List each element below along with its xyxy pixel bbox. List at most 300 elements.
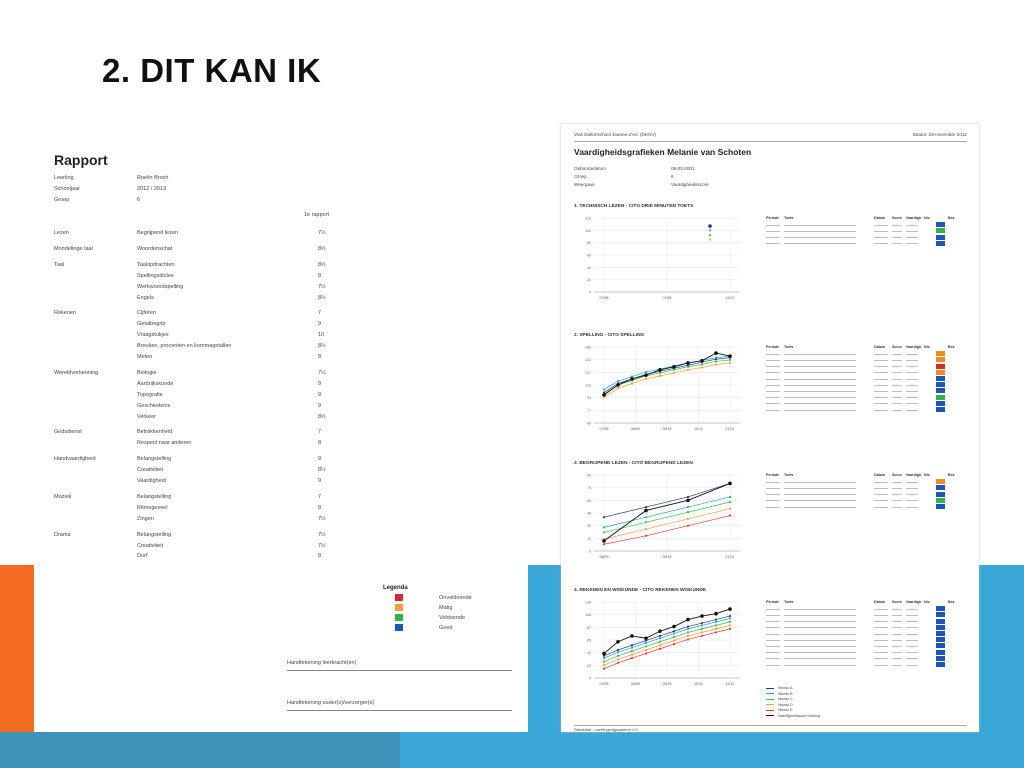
item-name: Topografie — [137, 391, 163, 398]
rapport-title: Rapport — [54, 152, 108, 168]
data-point — [645, 645, 647, 647]
table-cell — [766, 627, 780, 628]
data-point — [700, 359, 704, 363]
data-point — [728, 607, 732, 611]
table-cell — [892, 360, 902, 361]
subject-name: Rekenen — [54, 310, 77, 317]
table-cell — [784, 231, 856, 232]
data-point — [728, 354, 732, 358]
item-name: Spellingsdictee — [137, 272, 174, 279]
table-cell — [766, 372, 780, 373]
table-cell — [874, 379, 888, 380]
table-cell — [892, 646, 902, 647]
data-point — [617, 387, 619, 389]
level-badge — [936, 662, 945, 667]
legend-label: Onvoldoende — [439, 595, 472, 601]
table-cell — [784, 488, 856, 489]
results-table — [766, 216, 961, 247]
y-tick-label: 30 — [587, 524, 591, 529]
data-point — [603, 388, 605, 390]
y-tick-label: 60 — [587, 421, 591, 426]
data-point — [645, 516, 647, 518]
item-name: Belangstelling — [137, 531, 172, 538]
table-cell — [874, 665, 888, 666]
table-row — [766, 619, 961, 625]
table-row — [766, 606, 961, 612]
table-cell — [906, 385, 918, 386]
signature-line — [287, 670, 512, 671]
table-cell — [874, 231, 888, 232]
item-name: Biologie — [137, 369, 157, 376]
table-cell — [874, 627, 888, 628]
table-cell — [784, 403, 856, 404]
table-cell — [892, 391, 902, 392]
table-cell — [906, 237, 918, 238]
y-tick-label: 15 — [587, 536, 591, 541]
data-point — [645, 528, 647, 530]
table-cell — [874, 652, 888, 653]
signature-line — [287, 710, 512, 711]
data-point — [645, 649, 647, 651]
item-grade: 7 — [318, 310, 322, 317]
data-point — [659, 648, 661, 650]
y-tick-label: 160 — [585, 345, 591, 350]
y-tick-label: 93 — [587, 396, 591, 401]
data-point — [715, 621, 717, 623]
meta-label: Schooljaar — [54, 186, 80, 192]
data-point — [715, 624, 717, 626]
table-cell — [906, 243, 918, 244]
data-point — [617, 649, 619, 651]
legend-swatch — [766, 704, 774, 705]
vaardigheidsgrafieken-document — [561, 124, 979, 732]
item-name: Ritmegevoel — [137, 504, 168, 511]
table-cell — [874, 237, 888, 238]
data-point — [701, 631, 703, 633]
footer-line — [574, 725, 967, 726]
table-cell — [784, 385, 856, 386]
table-cell — [784, 494, 856, 495]
table-cell — [766, 640, 780, 641]
item-name: Engels — [137, 294, 154, 301]
item-name: Durf — [137, 553, 148, 560]
table-cell — [784, 658, 856, 659]
table-header-cell: Score — [892, 600, 902, 604]
data-point — [687, 525, 689, 527]
subject-name: Handvaardigheid — [54, 456, 96, 463]
results-table — [766, 345, 961, 413]
data-point — [603, 516, 605, 518]
table-cell — [892, 372, 902, 373]
legend-swatch — [766, 699, 774, 700]
table-header-cell: Bez. — [948, 345, 956, 349]
table-cell — [766, 646, 780, 647]
data-point — [715, 628, 717, 630]
item-name: Taalopdrachten — [137, 261, 175, 268]
item-grade: 7½ — [318, 369, 326, 376]
level-badge — [936, 395, 945, 400]
y-tick-label: 0 — [589, 290, 591, 295]
data-point — [701, 628, 703, 630]
data-point — [659, 635, 661, 637]
table-cell — [874, 609, 888, 610]
level-badge — [936, 656, 945, 661]
item-name: Verkeer — [137, 413, 156, 420]
table-cell — [784, 500, 856, 501]
level-badge — [936, 485, 945, 490]
table-row — [766, 235, 961, 241]
data-point — [709, 234, 711, 236]
y-tick-label: 0 — [589, 676, 591, 681]
data-point — [617, 658, 619, 660]
legend-swatch — [395, 624, 403, 631]
data-point — [659, 644, 661, 646]
table-cell — [892, 243, 902, 244]
table-header-cell: Vaardigh. — [906, 216, 923, 220]
item-name: Belangstelling — [137, 456, 172, 463]
table-cell — [874, 410, 888, 411]
data-point — [700, 614, 704, 618]
table-row — [766, 357, 961, 363]
table-cell — [906, 397, 918, 398]
document-date: Datum: 29 november 2012 — [912, 132, 967, 137]
x-tick-label: 07/08 — [599, 682, 609, 686]
legend-label: Voldoende — [439, 615, 465, 621]
y-tick-label: 75 — [587, 486, 591, 491]
table-cell — [784, 665, 856, 666]
data-point — [673, 372, 675, 374]
item-grade: 9 — [318, 402, 322, 409]
subject-name: Muziek — [54, 493, 72, 500]
table-cell — [766, 621, 780, 622]
legend-label: Goed — [439, 625, 453, 631]
item-grade: 8 — [318, 504, 322, 511]
table-cell — [892, 397, 902, 398]
table-cell — [874, 615, 888, 616]
chart-4 — [574, 598, 744, 698]
table-header-cell: Niv. — [924, 345, 931, 349]
item-name: Vaardigheid — [137, 478, 166, 484]
table-cell — [906, 482, 918, 483]
item-grade: 8 — [318, 553, 322, 560]
x-tick-label: 07/08 — [662, 296, 672, 300]
results-table — [766, 473, 961, 510]
data-point — [673, 636, 675, 638]
table-row — [766, 656, 961, 662]
table-row — [766, 376, 961, 382]
data-point — [729, 615, 731, 617]
table-cell — [766, 410, 780, 411]
y-tick-label: 100 — [585, 228, 591, 233]
level-badge — [936, 492, 945, 497]
data-point — [616, 383, 620, 387]
data-point — [630, 377, 634, 381]
table-cell — [874, 372, 888, 373]
table-cell — [892, 621, 902, 622]
table-cell — [906, 403, 918, 404]
data-point — [617, 380, 619, 382]
table-header-cell: Periode — [766, 345, 780, 349]
legend-label: Matig — [439, 605, 453, 611]
level-badge — [936, 612, 945, 617]
table-row — [766, 222, 961, 228]
subject-name: Taal — [54, 261, 65, 268]
level-badge — [936, 625, 945, 630]
item-grade: 7 — [318, 429, 322, 436]
item-grade: 9 — [318, 478, 322, 484]
level-badge — [936, 401, 945, 406]
subject-name: Godsdienst — [54, 429, 82, 436]
table-cell — [906, 488, 918, 489]
table-cell — [906, 615, 918, 616]
table-cell — [906, 627, 918, 628]
data-point — [701, 624, 703, 626]
table-cell — [906, 609, 918, 610]
data-point — [709, 229, 711, 231]
table-cell — [766, 403, 780, 404]
data-point — [645, 642, 647, 644]
item-grade: 8 — [318, 440, 322, 447]
data-point — [729, 617, 731, 619]
table-row — [766, 395, 961, 401]
orange-accent-bar — [0, 565, 34, 745]
x-tick-label: 08/09 — [599, 555, 609, 559]
data-point — [729, 501, 731, 503]
table-cell — [784, 615, 856, 616]
data-point — [658, 629, 662, 633]
table-cell — [766, 225, 780, 226]
table-cell — [784, 621, 856, 622]
x-tick-label: 08/09 — [631, 682, 640, 686]
table-cell — [784, 482, 856, 483]
item-grade: 8½ — [318, 343, 326, 350]
item-name: Respect naar anderen — [137, 440, 192, 447]
legend-swatch — [766, 688, 774, 689]
table-header-cell: Datum — [874, 345, 886, 349]
item-grade: 7½ — [318, 515, 326, 522]
table-cell — [874, 360, 888, 361]
table-cell — [766, 482, 780, 483]
section-title: 2. SPELLING - CITO SPELLING — [574, 333, 645, 338]
data-point — [729, 362, 731, 364]
table-cell — [892, 403, 902, 404]
level-badge — [936, 370, 945, 375]
table-header-cell: Vaardigh. — [906, 600, 923, 604]
item-name: Zingen — [137, 515, 154, 522]
data-point — [729, 621, 731, 623]
data-point — [686, 361, 690, 365]
table-cell — [874, 658, 888, 659]
level-badge — [936, 631, 945, 636]
table-cell — [906, 354, 918, 355]
table-cell — [874, 494, 888, 495]
level-badge — [936, 498, 945, 503]
data-point — [729, 628, 731, 630]
table-cell — [766, 379, 780, 380]
data-point — [603, 531, 605, 533]
legend-swatch — [395, 604, 403, 611]
data-point — [673, 369, 675, 371]
level-badge — [936, 637, 945, 642]
y-tick-label: 22 — [587, 663, 591, 668]
table-cell — [892, 652, 902, 653]
table-row — [766, 364, 961, 370]
document-title: Vaardigheidsgrafieken Melanie van Schoten — [574, 147, 752, 157]
bottom-band-right — [400, 732, 1024, 768]
data-point — [687, 369, 689, 371]
y-tick-label: 90 — [587, 473, 591, 478]
table-cell — [892, 354, 902, 355]
level-badge — [936, 388, 945, 393]
y-tick-label: 143 — [585, 358, 591, 363]
meta-label: Geboortedatum — [574, 166, 606, 171]
x-tick-label: 11/12 — [725, 427, 735, 431]
table-header-cell: Toets — [784, 600, 794, 604]
item-name: Betrokkenheid — [137, 429, 173, 436]
table-cell — [874, 354, 888, 355]
item-name: Creativiteit — [137, 467, 163, 474]
data-point — [602, 652, 606, 656]
item-grade: 7½ — [318, 283, 326, 290]
table-cell — [892, 379, 902, 380]
table-cell — [892, 658, 902, 659]
y-tick-label: 45 — [587, 511, 591, 516]
table-cell — [892, 640, 902, 641]
data-point — [687, 625, 689, 627]
signature-label: Handtekening leerkracht(en) — [287, 660, 357, 666]
data-point — [715, 618, 717, 620]
data-point — [645, 652, 647, 654]
school-name: Vlas Daltonschool Jeanne d'Arc (DKOV) — [574, 132, 657, 137]
table-cell — [784, 646, 856, 647]
level-badge — [936, 619, 945, 624]
rapport-document — [34, 130, 528, 732]
data-point — [715, 360, 717, 362]
legend-swatch — [766, 710, 774, 711]
table-cell — [784, 609, 856, 610]
data-point — [645, 506, 647, 508]
table-cell — [784, 366, 856, 367]
table-row — [766, 492, 961, 498]
table-cell — [766, 385, 780, 386]
data-point — [659, 372, 661, 374]
table-header-row — [766, 600, 961, 606]
item-name: Belangstelling — [137, 493, 172, 500]
table-cell — [906, 665, 918, 666]
meta-value: 6 — [671, 174, 674, 179]
meta-label: Groep — [574, 174, 587, 179]
data-point — [631, 657, 633, 659]
table-cell — [906, 500, 918, 501]
legend-label: Niveau D — [778, 702, 793, 707]
table-header-cell: Periode — [766, 216, 780, 220]
item-name: Werkwoordspelling — [137, 283, 184, 290]
table-cell — [892, 237, 902, 238]
meta-value: Vaardigheidsscore — [671, 182, 709, 187]
table-cell — [906, 494, 918, 495]
table-cell — [766, 652, 780, 653]
table-cell — [784, 410, 856, 411]
data-point — [673, 639, 675, 641]
data-point — [687, 511, 689, 513]
table-header-cell: Toets — [784, 216, 794, 220]
item-grade: 7½ — [318, 531, 326, 538]
table-cell — [766, 366, 780, 367]
item-name: Aardrijkskunde — [137, 380, 174, 387]
legend-label: Niveau E — [778, 708, 793, 712]
table-row — [766, 370, 961, 376]
data-point — [673, 643, 675, 645]
level-badge — [936, 376, 945, 381]
table-cell — [892, 225, 902, 226]
y-tick-label: 20 — [587, 278, 591, 283]
data-point — [729, 514, 731, 516]
table-cell — [874, 634, 888, 635]
table-cell — [906, 372, 918, 373]
data-point — [644, 509, 648, 513]
legend-label: Vaardigheidsscore leerling — [778, 713, 821, 718]
chart-1 — [574, 214, 744, 312]
y-tick-label: 40 — [587, 265, 591, 270]
table-cell — [906, 621, 918, 622]
table-header-cell: Datum — [874, 473, 886, 477]
data-point — [659, 637, 661, 639]
item-grade: 9 — [318, 380, 322, 387]
legend-swatch — [395, 614, 403, 621]
level-badge — [936, 228, 945, 233]
table-cell — [874, 366, 888, 367]
table-cell — [906, 360, 918, 361]
item-grade: 9 — [318, 321, 322, 328]
table-row — [766, 612, 961, 618]
data-point — [659, 641, 661, 643]
x-tick-label: 07/08 — [599, 427, 609, 431]
y-tick-label: 60 — [587, 498, 591, 503]
y-tick-label: 130 — [585, 600, 591, 605]
table-row — [766, 479, 961, 485]
table-header-cell: Score — [892, 473, 902, 477]
table-row — [766, 382, 961, 388]
table-cell — [906, 410, 918, 411]
y-tick-label: 65 — [587, 638, 591, 643]
table-cell — [892, 385, 902, 386]
table-header-cell: Bez. — [948, 216, 956, 220]
table-header-cell: Datum — [874, 600, 886, 604]
table-cell — [784, 391, 856, 392]
data-point — [687, 518, 689, 520]
item-grade: 8½ — [318, 245, 326, 252]
table-cell — [906, 652, 918, 653]
data-point — [715, 363, 717, 365]
x-tick-label: 08/09 — [631, 427, 640, 431]
level-badge — [936, 357, 945, 362]
level-badge — [936, 364, 945, 369]
data-point — [715, 357, 717, 359]
meta-value: 2012 / 2013 — [137, 186, 167, 192]
data-point — [617, 662, 619, 664]
table-cell — [874, 482, 888, 483]
data-point — [631, 650, 633, 652]
item-name: Vraagstukjes — [137, 332, 169, 339]
data-point — [603, 661, 605, 663]
data-point — [659, 375, 661, 377]
legend-label: Niveau A — [778, 686, 793, 690]
data-point — [603, 664, 605, 666]
data-point — [729, 359, 731, 361]
data-point — [645, 371, 647, 373]
table-cell — [906, 225, 918, 226]
level-badge — [936, 606, 945, 611]
